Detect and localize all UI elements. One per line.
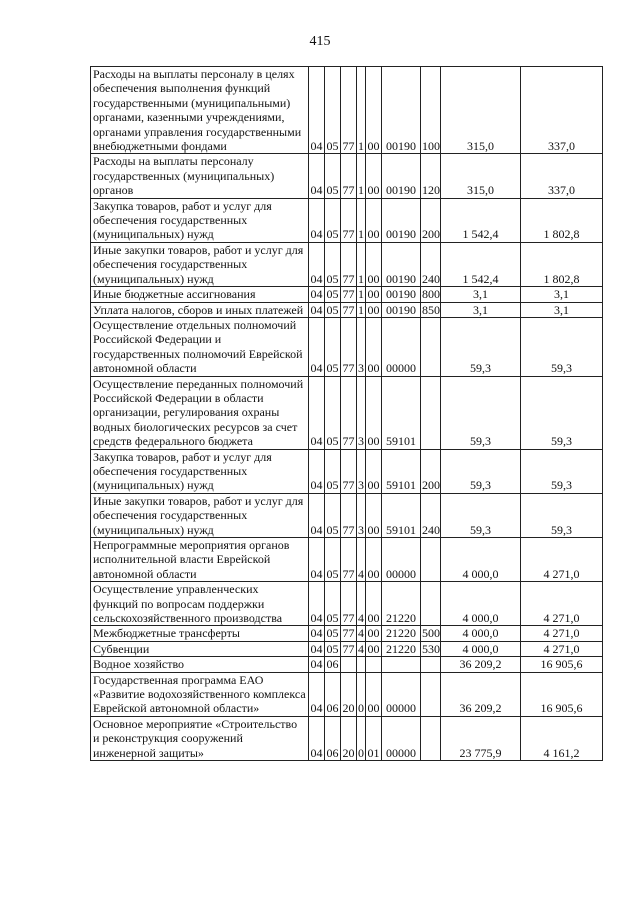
row-section: 04 bbox=[309, 242, 325, 286]
row-target-article-subprogram: 3 bbox=[357, 493, 366, 537]
table-row bbox=[91, 493, 603, 537]
row-subsection: 05 bbox=[325, 317, 341, 376]
row-amount-year-1: 4 000,0 bbox=[441, 538, 521, 582]
row-target-article-subprogram: 0 bbox=[357, 716, 366, 760]
table-row bbox=[91, 449, 603, 493]
row-target-article-program: 20 bbox=[341, 672, 357, 716]
row-name: Субвенции bbox=[91, 641, 309, 656]
row-amount-year-1: 315,0 bbox=[441, 154, 521, 198]
row-subsection: 06 bbox=[325, 716, 341, 760]
row-name: Закупка товаров, работ и услуг для обеспечения государственных (муниципальных) нужд bbox=[91, 198, 309, 242]
table-row bbox=[91, 242, 603, 286]
row-subsection: 05 bbox=[325, 538, 341, 582]
row-name: Расходы на выплаты персоналу государственных (муниципальных) органов bbox=[91, 154, 309, 198]
row-target-article-program: 20 bbox=[341, 716, 357, 760]
row-target-article-event: 00 bbox=[367, 302, 380, 317]
row-subsection: 05 bbox=[325, 449, 341, 493]
row-section: 04 bbox=[310, 626, 323, 641]
row-expense-type: 100 bbox=[421, 67, 441, 154]
row-target-article-subprogram: 1 bbox=[357, 154, 366, 198]
row-target-article-subprogram: 0 bbox=[357, 672, 366, 716]
row-target-article-program: 77 bbox=[341, 198, 357, 242]
row-target-article-event: 00 bbox=[366, 582, 382, 626]
row-expense-type: 200 bbox=[421, 198, 441, 242]
budget-table bbox=[90, 66, 603, 761]
row-expense-type: 200 bbox=[421, 449, 441, 493]
row-amount-year-1: 315,0 bbox=[441, 67, 521, 154]
row-amount-year-2: 4 271,0 bbox=[521, 582, 603, 626]
row-target-article-program: 77 bbox=[341, 67, 357, 154]
row-target-article-direction: 00190 bbox=[382, 287, 421, 302]
row-subsection: 06 bbox=[325, 672, 341, 716]
row-amount-year-1: 4 000,0 bbox=[441, 626, 521, 641]
row-target-article-program: 77 bbox=[341, 242, 357, 286]
row-section: 04 bbox=[309, 317, 325, 376]
row-amount-year-2: 59,3 bbox=[521, 493, 603, 537]
row-section: 04 bbox=[310, 657, 323, 672]
row-target-article-direction: 21220 bbox=[382, 626, 421, 641]
row-target-article-direction: 00190 bbox=[382, 242, 421, 286]
row-target-article-event: 00 bbox=[366, 449, 382, 493]
row-subsection: 05 bbox=[325, 493, 341, 537]
row-section: 04 bbox=[309, 538, 325, 582]
row-target-article-direction: 59101 bbox=[382, 449, 421, 493]
table-row bbox=[91, 641, 603, 656]
row-expense-type: 240 bbox=[421, 242, 441, 286]
row-section: 04 bbox=[309, 376, 325, 449]
row-target-article-direction: 21220 bbox=[382, 641, 421, 656]
table-row bbox=[91, 198, 603, 242]
row-section: 04 bbox=[310, 287, 323, 302]
row-section: 04 bbox=[309, 449, 325, 493]
row-expense-type bbox=[421, 376, 441, 449]
row-section: 04 bbox=[309, 154, 325, 198]
row-expense-type bbox=[421, 317, 441, 376]
row-target-article-subprogram: 1 bbox=[358, 287, 364, 302]
row-target-article-subprogram: 4 bbox=[357, 582, 366, 626]
row-target-article-program: 77 bbox=[341, 376, 357, 449]
table-row bbox=[91, 626, 603, 641]
row-amount-year-1: 59,3 bbox=[441, 493, 521, 537]
row-name: Иные закупки товаров, работ и услуг для обеспечения государственных (муниципальных) нужд bbox=[91, 242, 309, 286]
table-row bbox=[91, 154, 603, 198]
row-target-article-direction: 00190 bbox=[382, 67, 421, 154]
table-row bbox=[91, 716, 603, 760]
row-target-article-subprogram: 3 bbox=[357, 317, 366, 376]
page-number: 415 bbox=[309, 34, 331, 49]
row-target-article-event bbox=[366, 657, 382, 672]
row-amount-year-2: 4 271,0 bbox=[521, 626, 603, 641]
row-target-article-subprogram: 1 bbox=[357, 198, 366, 242]
row-subsection: 05 bbox=[325, 67, 341, 154]
row-expense-type: 850 bbox=[422, 302, 440, 317]
row-expense-type: 500 bbox=[422, 626, 440, 641]
row-target-article-program: 77 bbox=[342, 287, 355, 302]
row-target-article-direction: 00000 bbox=[382, 538, 421, 582]
row-section: 04 bbox=[310, 302, 323, 317]
row-target-article-event: 00 bbox=[366, 376, 382, 449]
row-name: Осуществление отдельных полномочий Российской Федерации и государственных полномочий Еврейской автономной области bbox=[91, 317, 309, 376]
row-section: 04 bbox=[309, 198, 325, 242]
row-target-article-direction: 59101 bbox=[382, 376, 421, 449]
row-amount-year-1: 1 542,4 bbox=[441, 198, 521, 242]
table-row bbox=[91, 287, 603, 302]
row-target-article-subprogram: 4 bbox=[357, 538, 366, 582]
row-target-article-direction: 00190 bbox=[382, 154, 421, 198]
row-amount-year-1: 59,3 bbox=[441, 317, 521, 376]
row-name: Иные бюджетные ассигнования bbox=[91, 287, 309, 302]
row-amount-year-1: 1 542,4 bbox=[441, 242, 521, 286]
row-expense-type: 800 bbox=[422, 287, 440, 302]
row-amount-year-2: 337,0 bbox=[521, 154, 603, 198]
row-target-article-subprogram: 1 bbox=[358, 302, 364, 317]
row-expense-type bbox=[421, 716, 441, 760]
row-target-article-subprogram: 3 bbox=[357, 449, 366, 493]
row-target-article-subprogram: 1 bbox=[357, 242, 366, 286]
table-row bbox=[91, 317, 603, 376]
row-target-article-event: 00 bbox=[366, 154, 382, 198]
row-section: 04 bbox=[309, 672, 325, 716]
row-target-article-program: 77 bbox=[341, 493, 357, 537]
row-target-article-program: 77 bbox=[342, 302, 355, 317]
row-target-article-event: 00 bbox=[366, 493, 382, 537]
row-name: Осуществление переданных полномочий Российской Федерации в области организации, регулирования охраны водных биологических ресурсов за счет средств федерального бюджета bbox=[91, 376, 309, 449]
row-section: 04 bbox=[309, 716, 325, 760]
row-name: Непрограммные мероприятия органов исполнительной власти Еврейской автономной области bbox=[91, 538, 309, 582]
row-target-article-direction: 21220 bbox=[382, 582, 421, 626]
row-name: Иные закупки товаров, работ и услуг для обеспечения государственных (муниципальных) нужд bbox=[91, 493, 309, 537]
row-amount-year-2: 59,3 bbox=[521, 376, 603, 449]
row-target-article-program: 77 bbox=[341, 582, 357, 626]
row-amount-year-1: 3,1 bbox=[441, 287, 521, 302]
row-target-article-event: 00 bbox=[367, 626, 380, 641]
row-target-article-direction: 00190 bbox=[382, 302, 421, 317]
row-amount-year-2: 337,0 bbox=[521, 67, 603, 154]
row-name: Уплата налогов, сборов и иных платежей bbox=[91, 302, 309, 317]
row-amount-year-2: 4 271,0 bbox=[521, 641, 603, 656]
row-target-article-event: 01 bbox=[366, 716, 382, 760]
row-subsection: 05 bbox=[325, 198, 341, 242]
row-expense-type: 240 bbox=[421, 493, 441, 537]
row-target-article-event: 00 bbox=[367, 641, 380, 656]
row-amount-year-2: 1 802,8 bbox=[521, 242, 603, 286]
row-name: Осуществление управленческих функций по вопросам поддержки сельскохозяйственного производства bbox=[91, 582, 309, 626]
row-amount-year-2: 4 161,2 bbox=[521, 716, 603, 760]
row-amount-year-1: 23 775,9 bbox=[441, 716, 521, 760]
row-target-article-subprogram: 4 bbox=[358, 641, 364, 656]
row-target-article-program: 77 bbox=[341, 154, 357, 198]
row-name: Водное хозяйство bbox=[91, 657, 309, 672]
row-amount-year-2: 59,3 bbox=[521, 317, 603, 376]
row-target-article-event: 00 bbox=[366, 538, 382, 582]
row-name: Закупка товаров, работ и услуг для обеспечения государственных (муниципальных) нужд bbox=[91, 449, 309, 493]
table-body bbox=[91, 67, 603, 761]
table-row bbox=[91, 538, 603, 582]
row-subsection: 05 bbox=[325, 242, 341, 286]
row-target-article-program: 77 bbox=[341, 538, 357, 582]
row-target-article-subprogram: 3 bbox=[357, 376, 366, 449]
row-amount-year-2: 3,1 bbox=[521, 287, 603, 302]
row-expense-type bbox=[421, 582, 441, 626]
row-target-article-event: 00 bbox=[367, 287, 380, 302]
row-subsection: 05 bbox=[326, 641, 339, 656]
row-subsection: 05 bbox=[325, 376, 341, 449]
row-expense-type bbox=[421, 538, 441, 582]
row-amount-year-1: 4 000,0 bbox=[441, 582, 521, 626]
row-subsection: 05 bbox=[326, 626, 339, 641]
row-target-article-event: 00 bbox=[366, 198, 382, 242]
row-subsection: 05 bbox=[325, 582, 341, 626]
row-target-article-event: 00 bbox=[366, 672, 382, 716]
table-row bbox=[91, 657, 603, 672]
row-section: 04 bbox=[310, 641, 323, 656]
row-name: Государственная программа ЕАО «Развитие водохозяйственного комплекса Еврейской автономной области» bbox=[91, 672, 309, 716]
row-name: Основное мероприятие «Строительство и реконструкция сооружений инженерной защиты» bbox=[91, 716, 309, 760]
row-subsection: 05 bbox=[326, 287, 339, 302]
row-subsection: 05 bbox=[325, 154, 341, 198]
row-target-article-program: 77 bbox=[341, 317, 357, 376]
row-target-article-subprogram bbox=[357, 657, 366, 672]
row-amount-year-2: 3,1 bbox=[521, 302, 603, 317]
row-amount-year-2: 16 905,6 bbox=[521, 672, 603, 716]
row-target-article-direction: 00000 bbox=[382, 716, 421, 760]
row-target-article-program bbox=[341, 657, 357, 672]
row-target-article-program: 77 bbox=[342, 626, 355, 641]
row-target-article-event: 00 bbox=[366, 67, 382, 154]
row-target-article-program: 77 bbox=[342, 641, 355, 656]
row-target-article-direction: 00000 bbox=[382, 672, 421, 716]
row-section: 04 bbox=[309, 493, 325, 537]
row-expense-type bbox=[421, 657, 441, 672]
row-amount-year-2: 1 802,8 bbox=[521, 198, 603, 242]
row-target-article-direction bbox=[382, 657, 421, 672]
row-amount-year-1: 59,3 bbox=[441, 376, 521, 449]
row-expense-type: 120 bbox=[421, 154, 441, 198]
row-target-article-direction: 59101 bbox=[382, 493, 421, 537]
row-amount-year-2: 59,3 bbox=[521, 449, 603, 493]
row-expense-type bbox=[421, 672, 441, 716]
row-name: Межбюджетные трансферты bbox=[91, 626, 309, 641]
row-target-article-subprogram: 4 bbox=[358, 626, 364, 641]
row-amount-year-1: 59,3 bbox=[441, 449, 521, 493]
row-amount-year-1: 36 209,2 bbox=[441, 657, 521, 672]
row-target-article-program: 77 bbox=[341, 449, 357, 493]
row-name: Расходы на выплаты персоналу в целях обеспечения выполнения функций государственными (муниципальными) органами, казенными учреждениями, органами управления государственными внебюджетными фондами bbox=[91, 67, 309, 154]
row-amount-year-1: 3,1 bbox=[441, 302, 521, 317]
row-target-article-direction: 00000 bbox=[382, 317, 421, 376]
row-target-article-subprogram: 1 bbox=[357, 67, 366, 154]
row-expense-type: 530 bbox=[422, 641, 440, 656]
row-amount-year-2: 16 905,6 bbox=[521, 657, 603, 672]
row-target-article-event: 00 bbox=[366, 317, 382, 376]
row-section: 04 bbox=[309, 67, 325, 154]
row-amount-year-2: 4 271,0 bbox=[521, 538, 603, 582]
table-row bbox=[91, 582, 603, 626]
row-target-article-event: 00 bbox=[366, 242, 382, 286]
row-target-article-direction: 00190 bbox=[382, 198, 421, 242]
row-section: 04 bbox=[309, 582, 325, 626]
table-row bbox=[91, 672, 603, 716]
table-row bbox=[91, 67, 603, 154]
row-subsection: 05 bbox=[326, 302, 339, 317]
row-amount-year-1: 4 000,0 bbox=[441, 641, 521, 656]
row-subsection: 06 bbox=[326, 657, 339, 672]
table-row bbox=[91, 302, 603, 317]
row-amount-year-1: 36 209,2 bbox=[441, 672, 521, 716]
table-row bbox=[91, 376, 603, 449]
